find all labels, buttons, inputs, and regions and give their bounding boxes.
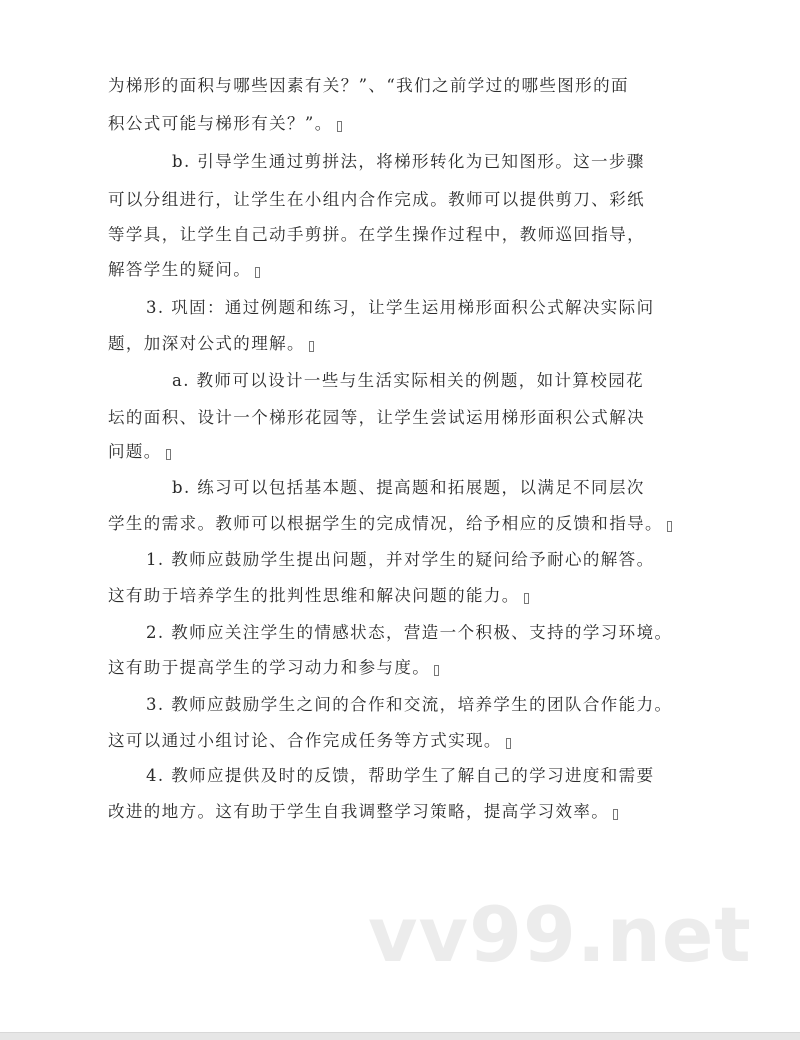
paragraph-mark-icon xyxy=(613,809,618,820)
text-line: 问题。 xyxy=(108,441,171,463)
text-line: 这有助于培养学生的批判性思维和解决问题的能力。 xyxy=(108,585,529,607)
text-line: a. 教师可以设计一些与生活实际相关的例题，如计算校园花 xyxy=(172,371,645,390)
paragraph-mark-icon xyxy=(337,121,342,132)
text-line: 这可以通过小组讨论、合作完成任务等方式实现。 xyxy=(108,730,511,752)
text-line: 解答学生的疑问。 xyxy=(108,259,260,281)
paragraph-mark-icon xyxy=(166,449,171,460)
text-line: 可以分组进行，让学生在小组内合作完成。教师可以提供剪刀、彩纸 xyxy=(108,190,645,209)
text-line: 坛的面积、设计一个梯形花园等，让学生尝试运用梯形面积公式解决 xyxy=(108,408,645,427)
paragraph-mark-icon xyxy=(434,665,439,676)
text-line: 学生的需求。教师可以根据学生的完成情况，给予相应的反馈和指导。 xyxy=(108,513,672,535)
text-line: 4. 教师应提供及时的反馈，帮助学生了解自己的学习进度和需要 xyxy=(146,766,655,785)
text-line: 题，加深对公式的理解。 xyxy=(108,333,314,355)
text-line: 2. 教师应关注学生的情感状态，营造一个积极、支持的学习环境。 xyxy=(146,623,673,642)
text-line: b. 练习可以包括基本题、提高题和拓展题，以满足不同层次 xyxy=(172,478,645,497)
text-line: 改进的地方。这有助于学生自我调整学习策略，提高学习效率。 xyxy=(108,801,618,823)
text-line: 这有助于提高学生的学习动力和参与度。 xyxy=(108,657,439,679)
paragraph-mark-icon xyxy=(506,738,511,749)
text-line: b. 引导学生通过剪拼法，将梯形转化为已知图形。这一步骤 xyxy=(172,152,645,171)
text-line: 3. 巩固：通过例题和练习，让学生运用梯形面积公式解决实际问 xyxy=(146,298,655,317)
paragraph-mark-icon xyxy=(309,341,314,352)
text-line: 1. 教师应鼓励学生提出问题，并对学生的疑问给予耐心的解答。 xyxy=(146,550,655,569)
paragraph-mark-icon xyxy=(255,267,260,278)
watermark: vv99.net xyxy=(368,890,752,979)
text-line: 积公式可能与梯形有关？”。 xyxy=(108,113,342,135)
text-line: 等学具，让学生自己动手剪拼。在学生操作过程中，教师巡回指导， xyxy=(108,225,645,244)
paragraph-mark-icon xyxy=(524,593,529,604)
paragraph-mark-icon xyxy=(667,521,672,532)
text-line: 为梯形的面积与哪些因素有关？”、“我们之前学过的哪些图形的面 xyxy=(108,76,629,95)
text-line: 3. 教师应鼓励学生之间的合作和交流，培养学生的团队合作能力。 xyxy=(146,695,673,714)
